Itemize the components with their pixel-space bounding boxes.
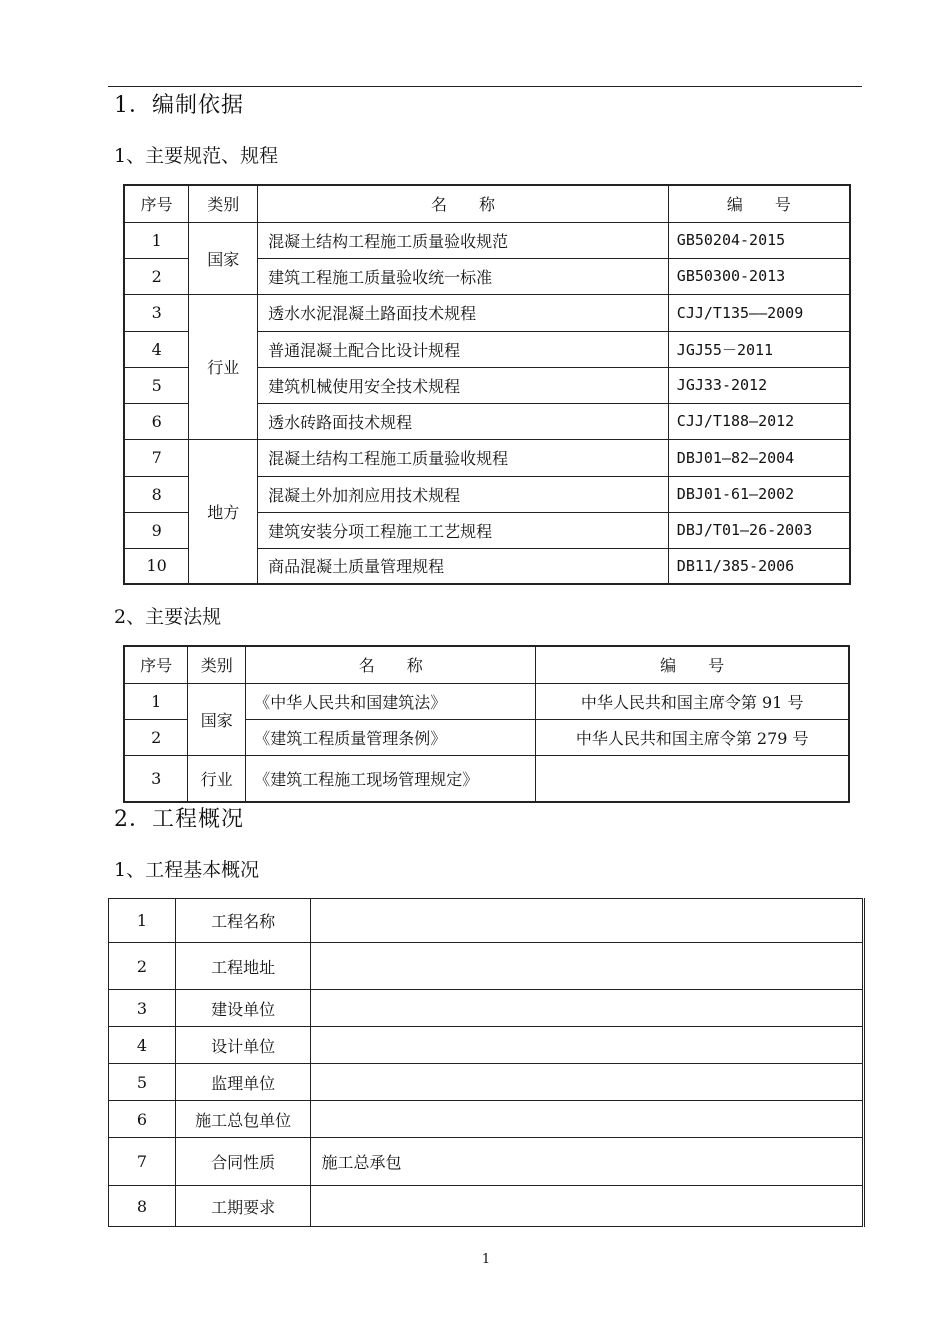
category-cell: 国家 xyxy=(188,683,246,755)
category-cell: 地方 xyxy=(189,439,258,584)
row-number: 6 xyxy=(109,1101,176,1138)
row-number: 7 xyxy=(109,1138,176,1186)
field-label: 监理单位 xyxy=(175,1064,311,1101)
field-label: 工程地址 xyxy=(175,943,311,990)
header-rule xyxy=(108,86,862,87)
table-row xyxy=(109,943,864,990)
row-number: 2 xyxy=(124,258,189,294)
standard-code: GB50300-2013 xyxy=(668,258,850,294)
row-number: 9 xyxy=(124,512,189,548)
standard-name: 普通混凝土配合比设计规程 xyxy=(258,331,669,367)
field-value xyxy=(311,943,864,990)
standard-code: DBJ01—82—2004 xyxy=(668,439,850,476)
row-number: 2 xyxy=(109,943,176,990)
table-row xyxy=(124,294,850,331)
header-cell: 序号 xyxy=(124,646,188,683)
standard-code: DBJ01-61—2002 xyxy=(668,476,850,512)
law-name: 《中华人民共和国建筑法》 xyxy=(246,683,536,719)
row-number: 6 xyxy=(124,403,189,439)
row-number: 7 xyxy=(124,439,189,476)
standard-code: CJJ/T135——2009 xyxy=(668,294,850,331)
field-label: 建设单位 xyxy=(175,990,311,1027)
standard-name: 建筑工程施工质量验收统一标准 xyxy=(258,258,669,294)
standard-name: 建筑安装分项工程施工工艺规程 xyxy=(258,512,669,548)
table-row xyxy=(109,990,864,1027)
standard-code: JGJ33-2012 xyxy=(668,367,850,403)
field-value xyxy=(311,1027,864,1064)
category-cell: 行业 xyxy=(189,294,258,439)
page-number: 1 xyxy=(481,1252,491,1267)
header-cell: 类别 xyxy=(189,185,258,222)
standard-code: CJJ/T188—2012 xyxy=(668,403,850,439)
row-number: 1 xyxy=(109,899,176,943)
row-number: 5 xyxy=(109,1064,176,1101)
standard-name: 混凝土结构工程施工质量验收规范 xyxy=(258,222,669,258)
field-value xyxy=(311,990,864,1027)
subsection-title-project-basics: 1、工程基本概况 xyxy=(114,859,260,881)
standard-code: JGJ55－2011 xyxy=(668,331,850,367)
standard-name: 混凝土结构工程施工质量验收规程 xyxy=(258,439,669,476)
table-row xyxy=(109,1186,864,1227)
section-title-overview: 2．工程概况 xyxy=(114,807,244,832)
table-row xyxy=(109,1027,864,1064)
row-number: 10 xyxy=(124,548,189,584)
row-number: 8 xyxy=(124,476,189,512)
row-number: 2 xyxy=(124,719,188,755)
standard-name: 混凝土外加剂应用技术规程 xyxy=(258,476,669,512)
standard-name: 透水砖路面技术规程 xyxy=(258,403,669,439)
field-label: 合同性质 xyxy=(175,1138,311,1186)
row-number: 3 xyxy=(109,990,176,1027)
standard-name: 透水水泥混凝土路面技术规程 xyxy=(258,294,669,331)
field-value xyxy=(311,1101,864,1138)
table-row xyxy=(124,439,850,476)
category-cell: 行业 xyxy=(188,755,246,802)
standard-code: DBJ/T01—26-2003 xyxy=(668,512,850,548)
table-row xyxy=(124,755,849,802)
subsection-title-laws: 2、主要法规 xyxy=(114,606,222,628)
header-cell: 类别 xyxy=(188,646,246,683)
law-name: 《建筑工程质量管理条例》 xyxy=(246,719,536,755)
law-code xyxy=(536,755,849,802)
law-name: 《建筑工程施工现场管理规定》 xyxy=(246,755,536,802)
row-number: 1 xyxy=(124,222,189,258)
row-number: 4 xyxy=(124,331,189,367)
row-number: 4 xyxy=(109,1027,176,1064)
table-row xyxy=(124,222,850,258)
table-row xyxy=(109,899,864,943)
category-cell: 国家 xyxy=(189,222,258,294)
header-cell: 名 称 xyxy=(258,185,669,222)
standards-table xyxy=(123,184,851,585)
field-label: 工程名称 xyxy=(175,899,311,943)
row-number: 5 xyxy=(124,367,189,403)
row-number: 3 xyxy=(124,294,189,331)
field-value xyxy=(311,899,864,943)
laws-table xyxy=(123,645,850,803)
field-value xyxy=(311,1064,864,1101)
law-code: 中华人民共和国主席令第 279 号 xyxy=(536,719,849,755)
row-number: 1 xyxy=(124,683,188,719)
overview-table xyxy=(108,898,865,1227)
field-value xyxy=(311,1186,864,1227)
field-value: 施工总承包 xyxy=(311,1138,864,1186)
table-row xyxy=(109,1064,864,1101)
field-label: 工期要求 xyxy=(175,1186,311,1227)
field-label: 设计单位 xyxy=(175,1027,311,1064)
header-cell: 编 号 xyxy=(668,185,850,222)
field-label: 施工总包单位 xyxy=(175,1101,311,1138)
row-number: 3 xyxy=(124,755,188,802)
standard-name: 建筑机械使用安全技术规程 xyxy=(258,367,669,403)
section-title-basis: 1．编制依据 xyxy=(114,93,244,118)
standard-code: GB50204-2015 xyxy=(668,222,850,258)
table-row xyxy=(109,1138,864,1186)
standard-name: 商品混凝土质量管理规程 xyxy=(258,548,669,584)
law-code: 中华人民共和国主席令第 91 号 xyxy=(536,683,849,719)
header-cell: 名 称 xyxy=(246,646,536,683)
header-cell: 序号 xyxy=(124,185,189,222)
row-number: 8 xyxy=(109,1186,176,1227)
table-row xyxy=(124,683,849,719)
subsection-title-standards: 1、主要规范、规程 xyxy=(114,145,279,167)
standard-code: DB11/385-2006 xyxy=(668,548,850,584)
header-cell: 编 号 xyxy=(536,646,849,683)
table-row xyxy=(109,1101,864,1138)
